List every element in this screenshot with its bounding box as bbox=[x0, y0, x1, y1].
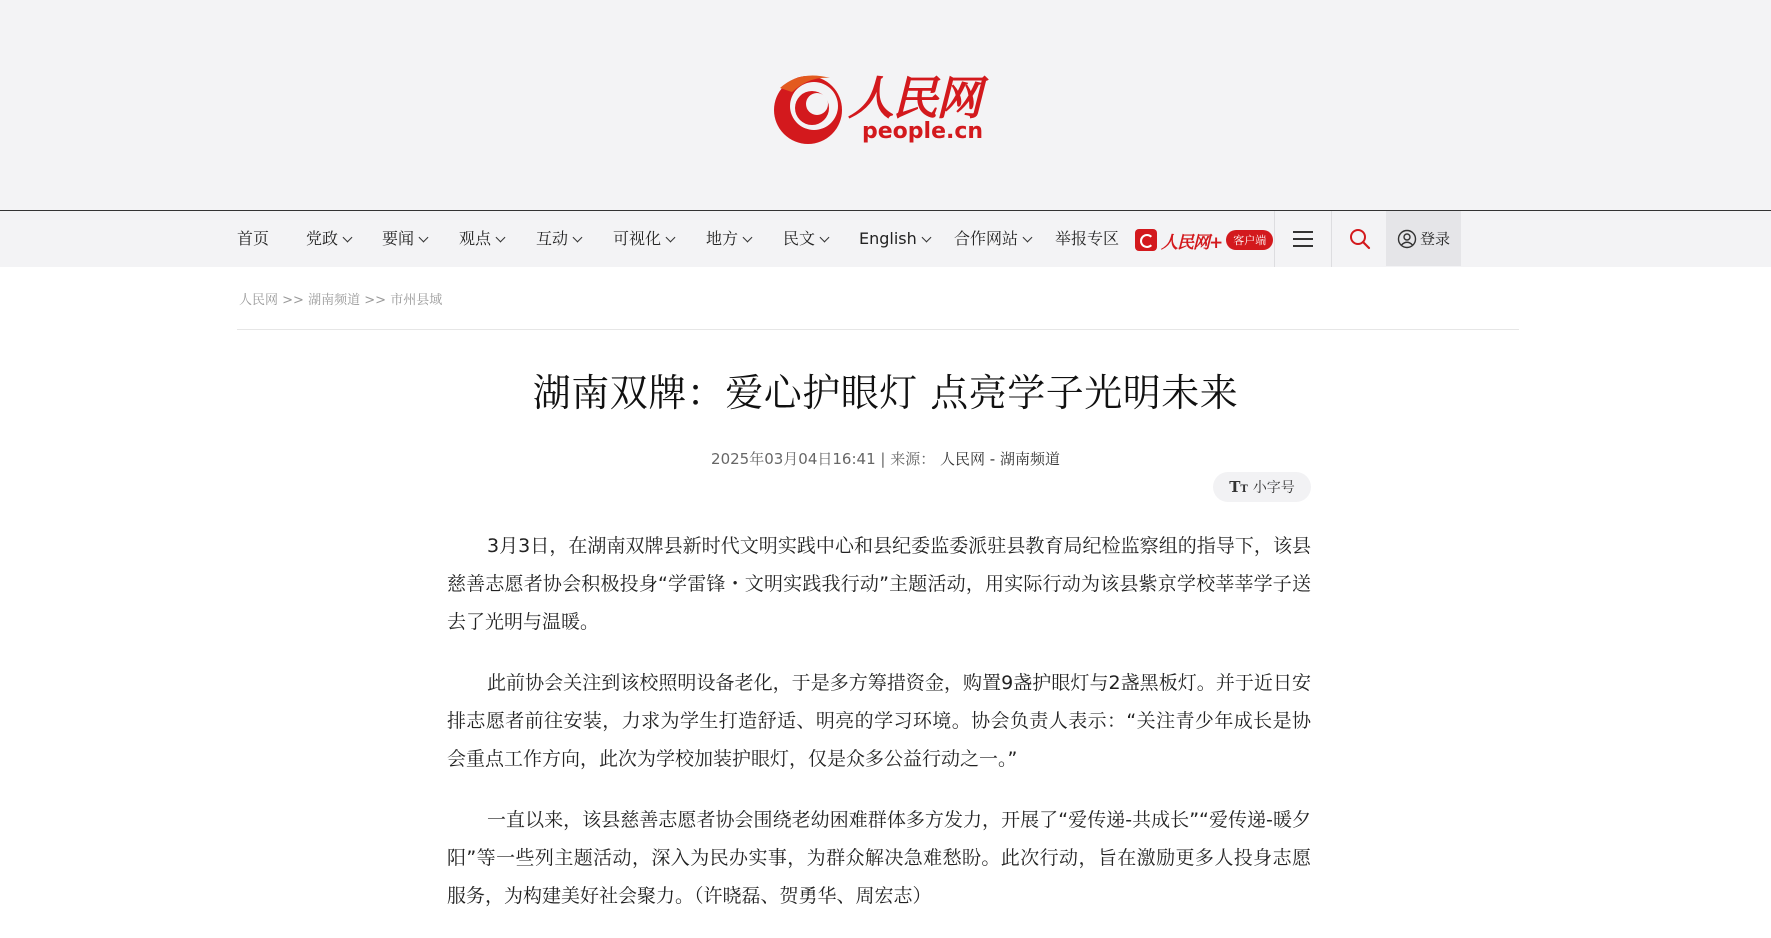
source-prefix: 来源： bbox=[890, 450, 936, 468]
breadcrumb-item[interactable]: 市州县域 bbox=[390, 293, 443, 308]
client-app-link[interactable] bbox=[1135, 229, 1273, 251]
chevron-down-icon bbox=[343, 233, 353, 243]
client-badge: 客户端 bbox=[1226, 230, 1273, 250]
user-icon bbox=[1397, 229, 1417, 249]
breadcrumb-separator: >> bbox=[282, 293, 304, 308]
divider bbox=[237, 329, 1519, 330]
nav-label: 要闻 bbox=[382, 229, 415, 248]
breadcrumb-separator: >> bbox=[364, 293, 387, 308]
nav-item-report[interactable] bbox=[1055, 211, 1119, 267]
article-paragraph: 一直以来，该县慈善志愿者协会围绕老幼困难群体多方发力，开展了“爱传递-共成长”“爱传递-暖夕阳”等一些列主题活动，深入为民办实事，为群众解决急难愁盼。此次行动，旨在激励更多人投身志愿服务，为构建美好社会聚力。（许晓磊、贺勇华、周宏志） bbox=[447, 809, 1311, 907]
font-size-icon: TT bbox=[1229, 478, 1248, 496]
font-size-label: 小字号 bbox=[1252, 480, 1295, 496]
nav-item-news[interactable] bbox=[382, 211, 427, 267]
nav-item-home[interactable] bbox=[237, 211, 269, 267]
article-paragraph: 此前协会关注到该校照明设备老化，于是多方筹措资金，购置9盏护眼灯与2盏黑板灯。并于近日安排志愿者前往安装，力求为学生打造舒适、明亮的学习环境。协会负责人表示：“关注青少年成长是协会重点工作方向，此次为学校加装护眼灯，仅是众多公益行动之一。” bbox=[447, 672, 1311, 770]
nav-label: 民文 bbox=[783, 229, 816, 248]
nav-item-partners[interactable] bbox=[954, 211, 1031, 267]
site-logo[interactable] bbox=[770, 62, 990, 152]
hamburger-menu-button[interactable] bbox=[1275, 211, 1331, 267]
article-title: 湖南双牌：爱心护眼灯 点亮学子光明未来 bbox=[532, 371, 1239, 415]
main-nav bbox=[0, 210, 1771, 267]
chevron-down-icon bbox=[921, 233, 931, 243]
logo-text-cn: 人民网 bbox=[848, 71, 980, 125]
article-body bbox=[447, 527, 1311, 938]
chevron-down-icon bbox=[1023, 233, 1033, 243]
nav-label: 可视化 bbox=[613, 229, 662, 248]
nav-label: 党政 bbox=[306, 229, 339, 248]
nav-label: 互动 bbox=[536, 229, 569, 248]
nav-label: 观点 bbox=[459, 229, 492, 248]
font-size-toggle[interactable] bbox=[1213, 472, 1311, 502]
article-source[interactable]: 人民网 - 湖南频道 bbox=[940, 450, 1060, 468]
logo-text-en: people.cn bbox=[862, 119, 984, 144]
nav-item-local[interactable] bbox=[706, 211, 751, 267]
nav-label: 地方 bbox=[706, 229, 739, 248]
search-button[interactable] bbox=[1332, 211, 1388, 267]
nav-label: 举报专区 bbox=[1055, 229, 1120, 248]
search-icon bbox=[1349, 228, 1371, 250]
nav-label: 合作网站 bbox=[954, 229, 1019, 248]
nav-item-minority[interactable] bbox=[783, 211, 828, 267]
nav-item-visual[interactable] bbox=[613, 211, 674, 267]
breadcrumb bbox=[239, 289, 442, 308]
breadcrumb-item[interactable]: 人民网 bbox=[239, 293, 279, 308]
article-paragraph: 3月3日，在湖南双牌县新时代文明实践中心和县纪委监委派驻县教育局纪检监察组的指导下，该县慈善志愿者协会积极投身“学雷锋・文明实践我行动”主题活动，用实际行动为该县紫京学校莘莘学子送去了光明与温暖。 bbox=[447, 535, 1311, 633]
people-app-icon bbox=[1135, 229, 1157, 251]
article-datetime: 2025年03月04日16:41 bbox=[711, 450, 876, 468]
chevron-down-icon bbox=[419, 233, 429, 243]
chevron-down-icon bbox=[666, 233, 676, 243]
chevron-down-icon bbox=[820, 233, 830, 243]
login-button[interactable] bbox=[1386, 211, 1461, 266]
meta-separator: | bbox=[880, 450, 891, 468]
nav-inner bbox=[237, 211, 1477, 267]
nav-label: 首页 bbox=[237, 229, 270, 248]
breadcrumb-item[interactable]: 湖南频道 bbox=[308, 293, 361, 308]
article-meta bbox=[0, 448, 1771, 469]
nav-item-english[interactable] bbox=[859, 211, 930, 267]
client-name: 人民网+ bbox=[1161, 232, 1223, 253]
nav-label: English bbox=[859, 229, 917, 248]
nav-item-interact[interactable] bbox=[536, 211, 581, 267]
nav-item-opinion[interactable] bbox=[459, 211, 504, 267]
nav-item-party[interactable] bbox=[306, 211, 351, 267]
people-logo-icon bbox=[770, 70, 846, 146]
hamburger-icon bbox=[1293, 230, 1313, 248]
chevron-down-icon bbox=[573, 233, 583, 243]
chevron-down-icon bbox=[743, 233, 753, 243]
chevron-down-icon bbox=[496, 233, 506, 243]
login-label: 登录 bbox=[1419, 230, 1450, 248]
